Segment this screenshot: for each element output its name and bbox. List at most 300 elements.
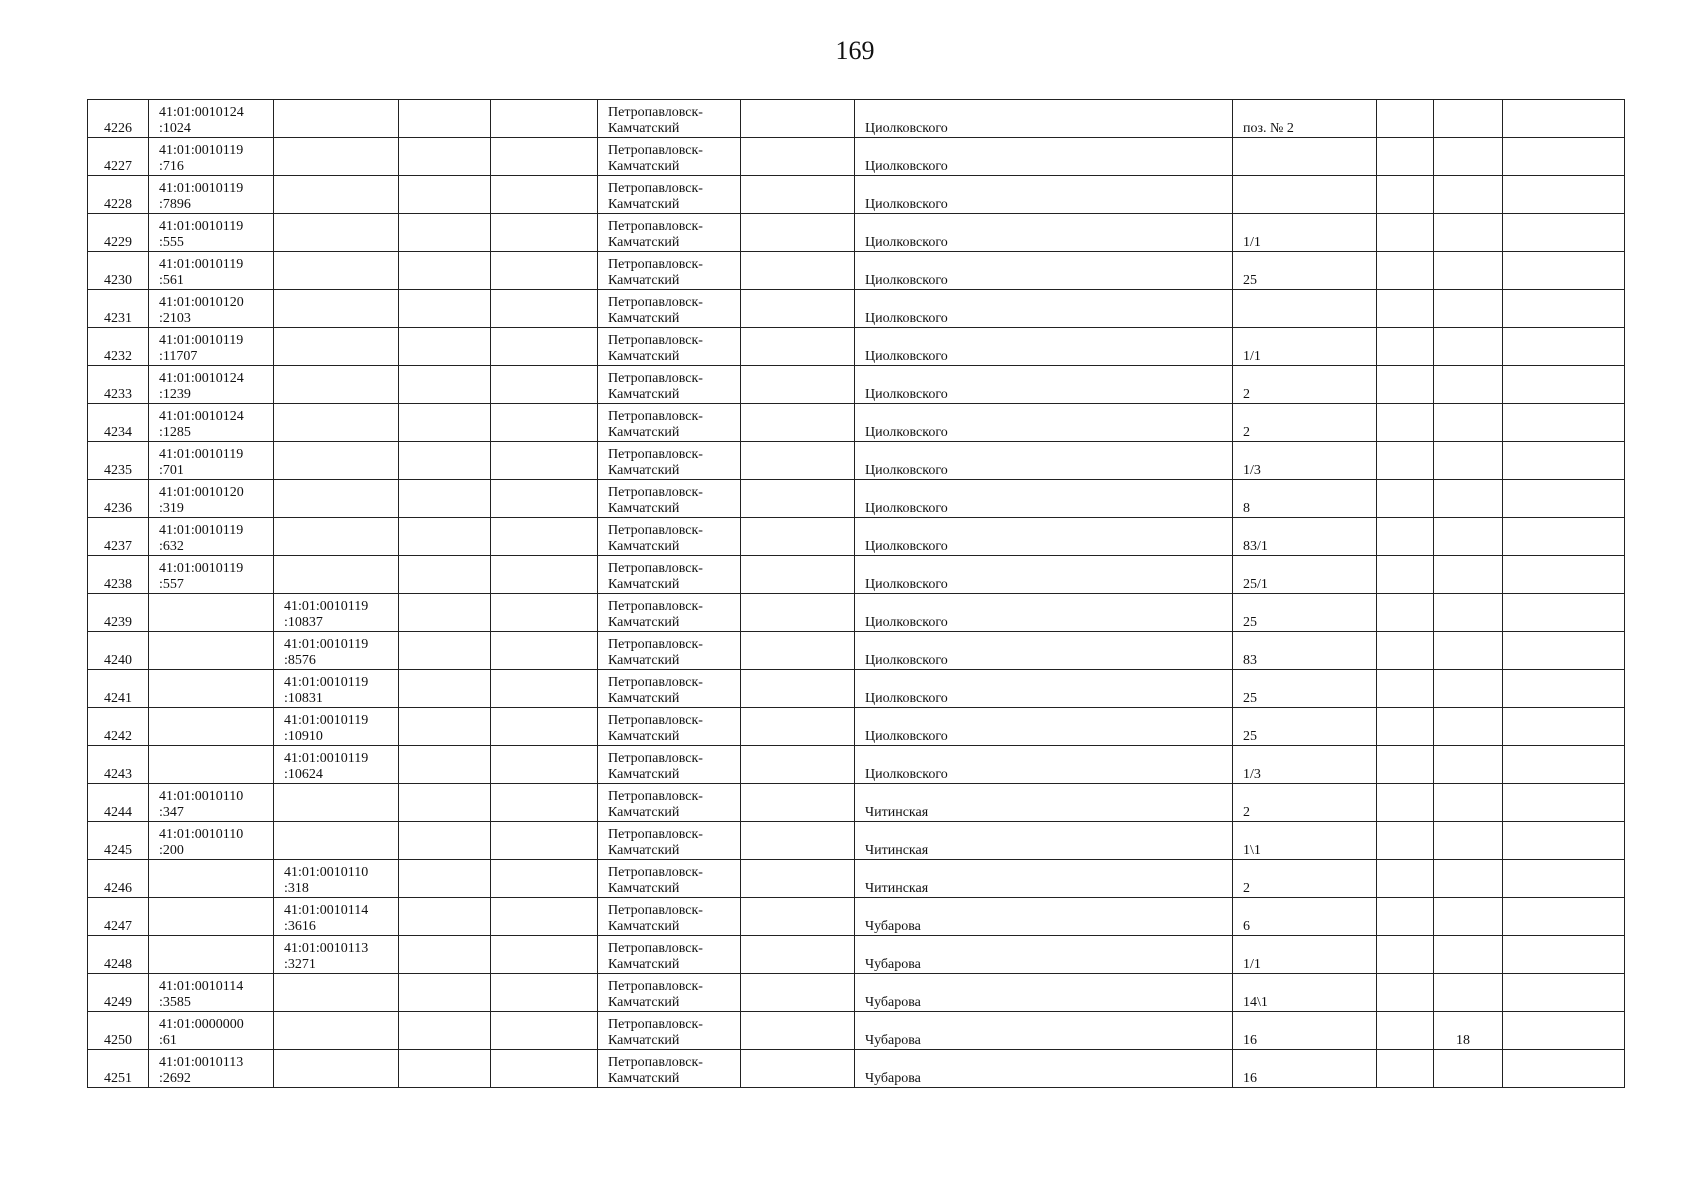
empty-cell [491, 556, 598, 594]
empty-cell [1503, 632, 1625, 670]
empty-cell [399, 594, 491, 632]
house-cell: 1/1 [1233, 214, 1377, 252]
empty-cell [399, 366, 491, 404]
empty-cell [491, 138, 598, 176]
empty-cell [1503, 936, 1625, 974]
empty-cell [1377, 822, 1434, 860]
street-cell: Чубарова [855, 936, 1233, 974]
house-cell: 8 [1233, 480, 1377, 518]
row-number: 4248 [88, 936, 149, 974]
empty-cell [1503, 518, 1625, 556]
empty-cell [491, 898, 598, 936]
row-number: 4238 [88, 556, 149, 594]
city-cell: Петропавловск- Камчатский [598, 366, 741, 404]
house-cell: 25 [1233, 670, 1377, 708]
cadastral-number-building: 41:01:0010114 :3616 [274, 898, 399, 936]
empty-cell [1377, 632, 1434, 670]
empty-cell [491, 936, 598, 974]
empty-cell [741, 214, 855, 252]
empty-cell [491, 708, 598, 746]
empty-cell [1503, 860, 1625, 898]
empty-cell [741, 746, 855, 784]
empty-cell [1503, 670, 1625, 708]
empty-cell [491, 822, 598, 860]
table-row [88, 1012, 1625, 1050]
empty-cell [1503, 1012, 1625, 1050]
empty-cell [1377, 138, 1434, 176]
empty-cell [399, 670, 491, 708]
empty-cell [399, 974, 491, 1012]
extra-cell [1434, 480, 1503, 518]
street-cell: Циолковского [855, 518, 1233, 556]
empty-cell [1503, 252, 1625, 290]
city-cell: Петропавловск- Камчатский [598, 860, 741, 898]
street-cell: Циолковского [855, 328, 1233, 366]
empty-cell [741, 404, 855, 442]
extra-cell [1434, 670, 1503, 708]
cadastral-number: 41:01:0010124 :1239 [149, 366, 274, 404]
cadastral-number-building [274, 442, 399, 480]
cadastral-number [149, 936, 274, 974]
table-row [88, 366, 1625, 404]
house-cell: 1/3 [1233, 746, 1377, 784]
empty-cell [491, 746, 598, 784]
table-row [88, 556, 1625, 594]
row-number: 4229 [88, 214, 149, 252]
cadastral-number-building [274, 480, 399, 518]
empty-cell [491, 518, 598, 556]
row-number: 4251 [88, 1050, 149, 1088]
house-cell: 83 [1233, 632, 1377, 670]
empty-cell [1503, 442, 1625, 480]
empty-cell [1377, 860, 1434, 898]
cadastral-number-building [274, 328, 399, 366]
empty-cell [399, 1012, 491, 1050]
empty-cell [1503, 366, 1625, 404]
empty-cell [1377, 328, 1434, 366]
house-cell: 25 [1233, 594, 1377, 632]
cadastral-number [149, 898, 274, 936]
cadastral-number: 41:01:0010119 :632 [149, 518, 274, 556]
extra-cell [1434, 936, 1503, 974]
cadastral-number: 41:01:0010119 :716 [149, 138, 274, 176]
cadastral-number-building [274, 100, 399, 138]
empty-cell [399, 252, 491, 290]
cadastral-number-building [274, 404, 399, 442]
row-number: 4246 [88, 860, 149, 898]
empty-cell [741, 556, 855, 594]
house-cell: поз. № 2 [1233, 100, 1377, 138]
city-cell: Петропавловск- Камчатский [598, 138, 741, 176]
city-cell: Петропавловск- Камчатский [598, 214, 741, 252]
empty-cell [399, 214, 491, 252]
city-cell: Петропавловск- Камчатский [598, 822, 741, 860]
table-row [88, 784, 1625, 822]
house-cell: 1/1 [1233, 328, 1377, 366]
street-cell: Циолковского [855, 100, 1233, 138]
extra-cell [1434, 366, 1503, 404]
row-number: 4239 [88, 594, 149, 632]
extra-cell [1434, 518, 1503, 556]
extra-cell [1434, 404, 1503, 442]
empty-cell [491, 784, 598, 822]
empty-cell [1377, 708, 1434, 746]
row-number: 4243 [88, 746, 149, 784]
cadastral-number-building [274, 252, 399, 290]
extra-cell [1434, 138, 1503, 176]
empty-cell [399, 176, 491, 214]
cadastral-number-building [274, 556, 399, 594]
empty-cell [491, 100, 598, 138]
cadastral-number: 41:01:0010119 :561 [149, 252, 274, 290]
house-cell [1233, 138, 1377, 176]
empty-cell [399, 442, 491, 480]
extra-cell [1434, 556, 1503, 594]
empty-cell [741, 594, 855, 632]
cadastral-number [149, 708, 274, 746]
house-cell: 2 [1233, 860, 1377, 898]
cadastral-number-building [274, 822, 399, 860]
empty-cell [1503, 594, 1625, 632]
empty-cell [1503, 480, 1625, 518]
row-number: 4236 [88, 480, 149, 518]
extra-cell [1434, 176, 1503, 214]
table-row [88, 822, 1625, 860]
empty-cell [491, 404, 598, 442]
row-number: 4228 [88, 176, 149, 214]
table-row [88, 936, 1625, 974]
empty-cell [491, 328, 598, 366]
table-row [88, 176, 1625, 214]
city-cell: Петропавловск- Камчатский [598, 290, 741, 328]
empty-cell [1503, 328, 1625, 366]
cadastral-number: 41:01:0010119 :701 [149, 442, 274, 480]
house-cell: 25/1 [1233, 556, 1377, 594]
table-row [88, 404, 1625, 442]
row-number: 4247 [88, 898, 149, 936]
row-number: 4231 [88, 290, 149, 328]
street-cell: Циолковского [855, 670, 1233, 708]
empty-cell [1503, 974, 1625, 1012]
row-number: 4232 [88, 328, 149, 366]
house-cell [1233, 176, 1377, 214]
empty-cell [741, 1050, 855, 1088]
table-row [88, 974, 1625, 1012]
empty-cell [1503, 1050, 1625, 1088]
street-cell: Циолковского [855, 404, 1233, 442]
extra-cell [1434, 290, 1503, 328]
street-cell: Циолковского [855, 176, 1233, 214]
empty-cell [399, 632, 491, 670]
empty-cell [1377, 366, 1434, 404]
city-cell: Петропавловск- Камчатский [598, 936, 741, 974]
table-row [88, 290, 1625, 328]
table-body [88, 100, 1625, 1088]
empty-cell [399, 518, 491, 556]
row-number: 4241 [88, 670, 149, 708]
cadastral-number-building [274, 290, 399, 328]
empty-cell [491, 290, 598, 328]
empty-cell [741, 138, 855, 176]
empty-cell [399, 480, 491, 518]
empty-cell [741, 936, 855, 974]
street-cell: Циолковского [855, 442, 1233, 480]
street-cell: Циолковского [855, 556, 1233, 594]
row-number: 4227 [88, 138, 149, 176]
cadastral-number-building: 41:01:0010113 :3271 [274, 936, 399, 974]
extra-cell [1434, 822, 1503, 860]
empty-cell [1377, 670, 1434, 708]
row-number: 4235 [88, 442, 149, 480]
row-number: 4249 [88, 974, 149, 1012]
street-cell: Читинская [855, 784, 1233, 822]
street-cell: Циолковского [855, 708, 1233, 746]
city-cell: Петропавловск- Камчатский [598, 1012, 741, 1050]
empty-cell [1503, 784, 1625, 822]
empty-cell [491, 594, 598, 632]
empty-cell [1503, 708, 1625, 746]
empty-cell [1503, 898, 1625, 936]
house-cell: 25 [1233, 252, 1377, 290]
city-cell: Петропавловск- Камчатский [598, 974, 741, 1012]
empty-cell [741, 176, 855, 214]
table-row [88, 594, 1625, 632]
empty-cell [1377, 1012, 1434, 1050]
empty-cell [491, 670, 598, 708]
cadastral-number: 41:01:0010120 :319 [149, 480, 274, 518]
city-cell: Петропавловск- Камчатский [598, 898, 741, 936]
empty-cell [1377, 556, 1434, 594]
cadastral-number: 41:01:0010119 :557 [149, 556, 274, 594]
cadastral-number-building [274, 366, 399, 404]
cadastral-number: 41:01:0010124 :1024 [149, 100, 274, 138]
cadastral-number: 41:01:0010110 :347 [149, 784, 274, 822]
cadastral-number: 41:01:0010113 :2692 [149, 1050, 274, 1088]
cadastral-number: 41:01:0010114 :3585 [149, 974, 274, 1012]
extra-cell: 18 [1434, 1012, 1503, 1050]
cadastral-number-building [274, 1050, 399, 1088]
empty-cell [399, 784, 491, 822]
empty-cell [399, 860, 491, 898]
city-cell: Петропавловск- Камчатский [598, 518, 741, 556]
empty-cell [1377, 442, 1434, 480]
empty-cell [741, 366, 855, 404]
extra-cell [1434, 328, 1503, 366]
table-row [88, 898, 1625, 936]
cadastral-number-building: 41:01:0010119 :10624 [274, 746, 399, 784]
empty-cell [1377, 214, 1434, 252]
house-cell: 1\1 [1233, 822, 1377, 860]
extra-cell [1434, 442, 1503, 480]
empty-cell [399, 936, 491, 974]
empty-cell [399, 138, 491, 176]
row-number: 4240 [88, 632, 149, 670]
page-number: 169 [835, 36, 875, 65]
empty-cell [741, 252, 855, 290]
house-cell: 1/1 [1233, 936, 1377, 974]
house-cell: 14\1 [1233, 974, 1377, 1012]
cadastral-number [149, 670, 274, 708]
table-row [88, 442, 1625, 480]
extra-cell [1434, 252, 1503, 290]
empty-cell [491, 252, 598, 290]
street-cell: Циолковского [855, 366, 1233, 404]
street-cell: Читинская [855, 860, 1233, 898]
city-cell: Петропавловск- Камчатский [598, 252, 741, 290]
empty-cell [491, 480, 598, 518]
row-number: 4233 [88, 366, 149, 404]
city-cell: Петропавловск- Камчатский [598, 404, 741, 442]
table-row [88, 632, 1625, 670]
street-cell: Чубарова [855, 1012, 1233, 1050]
registry-table [87, 99, 1625, 1088]
cadastral-number-building: 41:01:0010119 :8576 [274, 632, 399, 670]
empty-cell [399, 746, 491, 784]
empty-cell [741, 822, 855, 860]
street-cell: Циолковского [855, 138, 1233, 176]
city-cell: Петропавловск- Камчатский [598, 708, 741, 746]
empty-cell [741, 898, 855, 936]
cadastral-number-building [274, 176, 399, 214]
house-cell: 16 [1233, 1050, 1377, 1088]
street-cell: Циолковского [855, 214, 1233, 252]
table-row [88, 708, 1625, 746]
empty-cell [399, 898, 491, 936]
house-cell: 83/1 [1233, 518, 1377, 556]
row-number: 4230 [88, 252, 149, 290]
table-row [88, 746, 1625, 784]
city-cell: Петропавловск- Камчатский [598, 784, 741, 822]
table-row [88, 670, 1625, 708]
empty-cell [491, 214, 598, 252]
table-row [88, 328, 1625, 366]
empty-cell [1503, 138, 1625, 176]
cadastral-number-building: 41:01:0010110 :318 [274, 860, 399, 898]
empty-cell [399, 328, 491, 366]
house-cell: 2 [1233, 784, 1377, 822]
empty-cell [1377, 594, 1434, 632]
street-cell: Чубарова [855, 898, 1233, 936]
empty-cell [399, 404, 491, 442]
empty-cell [1503, 556, 1625, 594]
house-cell: 2 [1233, 404, 1377, 442]
empty-cell [1503, 214, 1625, 252]
empty-cell [741, 100, 855, 138]
empty-cell [1503, 176, 1625, 214]
table-row [88, 860, 1625, 898]
cadastral-number [149, 632, 274, 670]
extra-cell [1434, 632, 1503, 670]
empty-cell [491, 860, 598, 898]
extra-cell [1434, 898, 1503, 936]
cadastral-number [149, 860, 274, 898]
empty-cell [491, 366, 598, 404]
table-row [88, 1050, 1625, 1088]
empty-cell [399, 556, 491, 594]
city-cell: Петропавловск- Камчатский [598, 328, 741, 366]
empty-cell [399, 708, 491, 746]
extra-cell [1434, 784, 1503, 822]
extra-cell [1434, 214, 1503, 252]
row-number: 4242 [88, 708, 149, 746]
table-row [88, 518, 1625, 556]
street-cell: Циолковского [855, 746, 1233, 784]
empty-cell [491, 442, 598, 480]
city-cell: Петропавловск- Камчатский [598, 670, 741, 708]
empty-cell [1377, 936, 1434, 974]
empty-cell [741, 784, 855, 822]
cadastral-number: 41:01:0010124 :1285 [149, 404, 274, 442]
cadastral-number-building [274, 138, 399, 176]
empty-cell [491, 1012, 598, 1050]
cadastral-number-building: 41:01:0010119 :10831 [274, 670, 399, 708]
empty-cell [1377, 974, 1434, 1012]
cadastral-number-building [274, 518, 399, 556]
row-number: 4226 [88, 100, 149, 138]
empty-cell [399, 822, 491, 860]
city-cell: Петропавловск- Камчатский [598, 1050, 741, 1088]
cadastral-number-building [274, 784, 399, 822]
city-cell: Петропавловск- Камчатский [598, 100, 741, 138]
cadastral-number: 41:01:0000000 :61 [149, 1012, 274, 1050]
street-cell: Читинская [855, 822, 1233, 860]
house-cell: 1/3 [1233, 442, 1377, 480]
cadastral-number: 41:01:0010119 :7896 [149, 176, 274, 214]
row-number: 4245 [88, 822, 149, 860]
extra-cell [1434, 100, 1503, 138]
table-row [88, 480, 1625, 518]
empty-cell [1503, 290, 1625, 328]
empty-cell [1377, 1050, 1434, 1088]
empty-cell [1377, 252, 1434, 290]
cadastral-number: 41:01:0010119 :11707 [149, 328, 274, 366]
row-number: 4237 [88, 518, 149, 556]
house-cell: 2 [1233, 366, 1377, 404]
city-cell: Петропавловск- Камчатский [598, 632, 741, 670]
table-row [88, 252, 1625, 290]
empty-cell [741, 290, 855, 328]
empty-cell [491, 974, 598, 1012]
row-number: 4244 [88, 784, 149, 822]
empty-cell [1377, 898, 1434, 936]
cadastral-number-building [274, 974, 399, 1012]
street-cell: Циолковского [855, 632, 1233, 670]
empty-cell [1377, 784, 1434, 822]
cadastral-number-building [274, 214, 399, 252]
city-cell: Петропавловск- Камчатский [598, 556, 741, 594]
empty-cell [1377, 290, 1434, 328]
street-cell: Циолковского [855, 480, 1233, 518]
empty-cell [741, 708, 855, 746]
extra-cell [1434, 708, 1503, 746]
street-cell: Циолковского [855, 252, 1233, 290]
empty-cell [491, 176, 598, 214]
cadastral-number: 41:01:0010110 :200 [149, 822, 274, 860]
table-row [88, 138, 1625, 176]
street-cell: Циолковского [855, 290, 1233, 328]
extra-cell [1434, 746, 1503, 784]
empty-cell [1377, 404, 1434, 442]
cadastral-number: 41:01:0010119 :555 [149, 214, 274, 252]
empty-cell [741, 974, 855, 1012]
empty-cell [491, 632, 598, 670]
extra-cell [1434, 594, 1503, 632]
empty-cell [399, 100, 491, 138]
cadastral-number-building [274, 1012, 399, 1050]
row-number: 4250 [88, 1012, 149, 1050]
cadastral-number [149, 594, 274, 632]
house-cell: 25 [1233, 708, 1377, 746]
